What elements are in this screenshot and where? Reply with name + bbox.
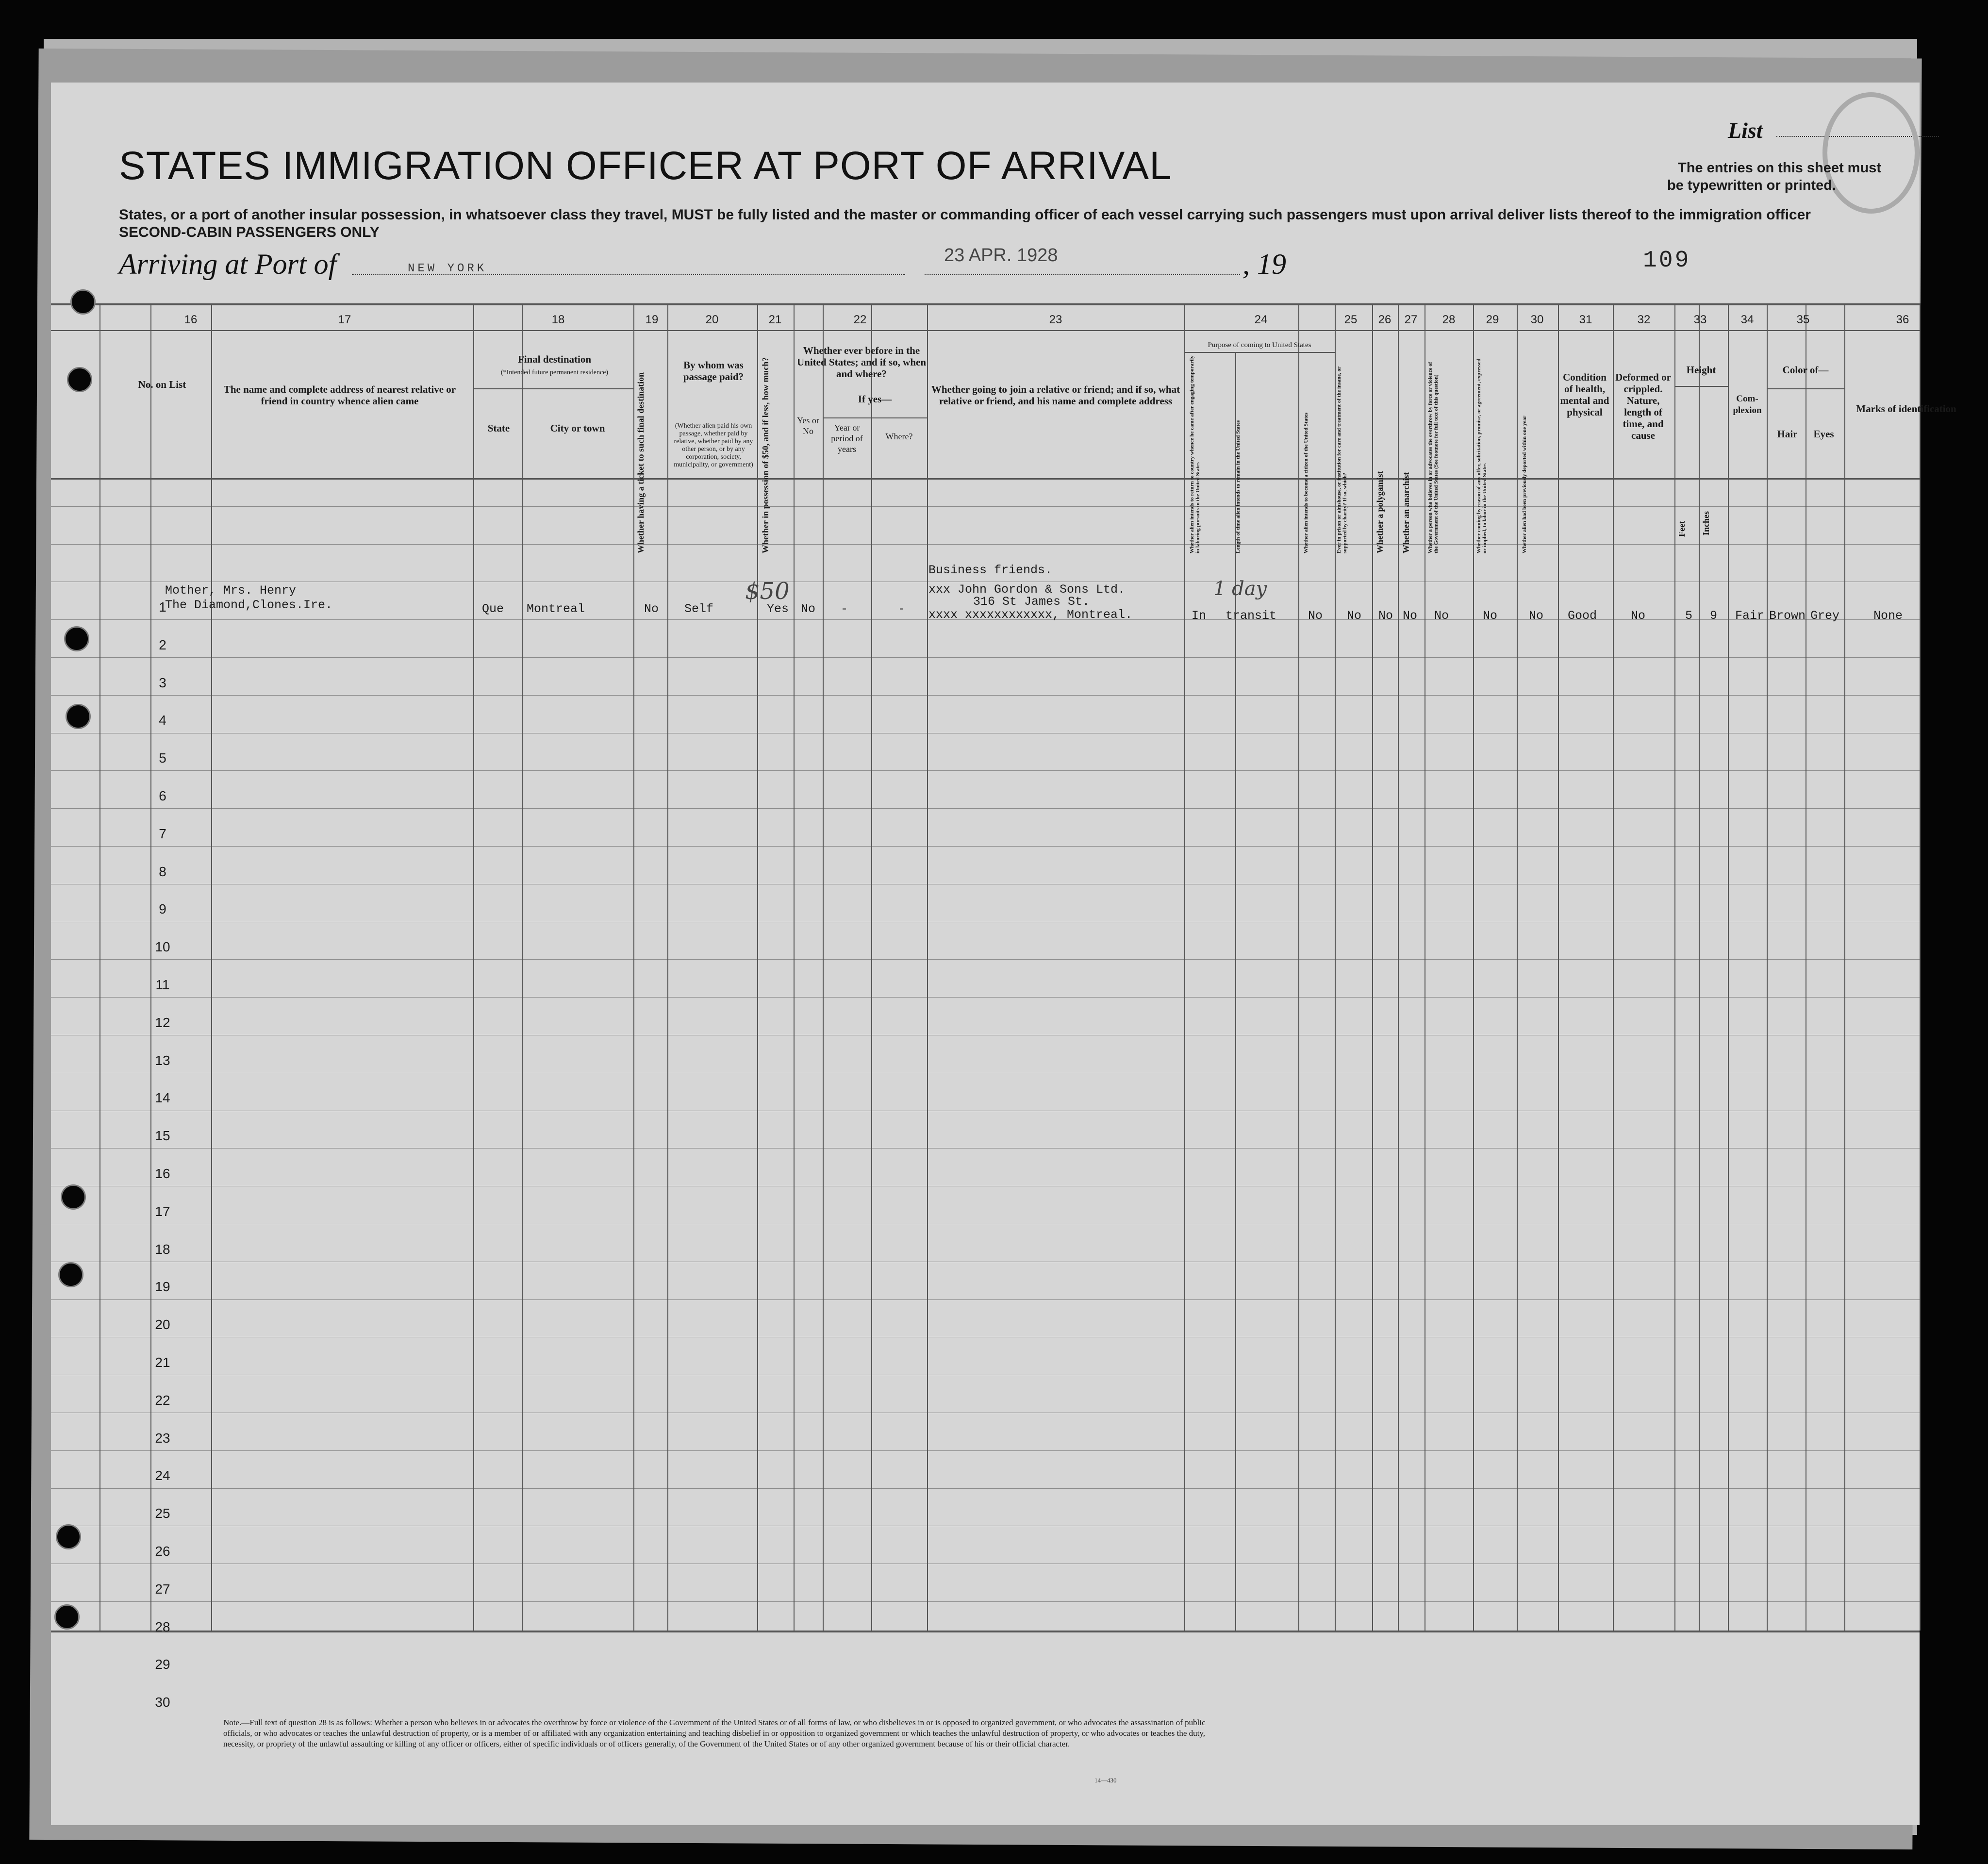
header-eyes: Eyes — [1813, 428, 1834, 440]
instructions — [119, 206, 1811, 241]
row-number: 27 — [155, 1581, 170, 1597]
manifest-sheet — [51, 83, 1956, 1825]
row-number: 9 — [159, 901, 166, 917]
header-deformed: Deformed or crippled. Nature, length of time, and cause — [1615, 371, 1671, 441]
row-rule — [51, 1450, 1920, 1451]
column-rule — [211, 303, 212, 1631]
marks: None — [1873, 609, 1903, 623]
header-question-29: Whether coming by reason of any offer, solicitation, promise, or agreement, expressed or implied, to labor in the United States — [1476, 358, 1488, 553]
header-deported: Whether alien had been previously deported within one year — [1522, 416, 1527, 553]
dest-state: Que — [482, 602, 504, 616]
header-inches: Inches — [1701, 511, 1711, 535]
height-inches: 9 — [1710, 609, 1718, 623]
column-rule — [823, 303, 824, 1631]
header-final-destination: Final destination — [517, 353, 592, 365]
header-passage-paid: By whom was passage paid? — [683, 359, 744, 383]
list-number-handwritten — [1822, 92, 1920, 214]
row-number: 2 — [159, 637, 166, 652]
subheader-rule — [473, 388, 633, 389]
row-number: 11 — [155, 977, 170, 992]
height-feet: 5 — [1685, 609, 1693, 623]
column-number: 18 — [551, 313, 565, 326]
money-handwritten: $50 — [745, 578, 790, 605]
subheader-rule — [1674, 386, 1728, 387]
column-rule — [1184, 303, 1185, 1631]
column-rule — [1398, 303, 1399, 1631]
column-number: 24 — [1254, 313, 1268, 326]
hair: Brown — [1769, 609, 1806, 623]
row-number: 26 — [155, 1544, 170, 1559]
row-rule — [51, 506, 1920, 507]
row-rule — [51, 1488, 1920, 1489]
binder-hole — [64, 626, 89, 651]
before-us: No — [801, 602, 816, 616]
row-number: 30 — [155, 1695, 170, 1710]
list-note-line1: The entries on this sheet must — [1678, 160, 1881, 176]
citizen: No — [1308, 609, 1323, 623]
column-rule — [1728, 303, 1729, 1631]
row-number: 6 — [159, 788, 166, 803]
list-note — [1667, 159, 1881, 194]
row-number: 5 — [159, 750, 166, 766]
header-year-period: Year or period of years — [831, 423, 863, 454]
row-number: 13 — [155, 1052, 170, 1068]
header-before-yes-no: Yes or No — [797, 416, 819, 436]
row-number: 28 — [155, 1619, 170, 1634]
date-stamp: 23 APR. 1928 — [944, 245, 1058, 266]
column-rule — [522, 303, 523, 1631]
column-number: 30 — [1530, 313, 1544, 326]
column-rule — [1298, 303, 1299, 1631]
column-rule — [1674, 303, 1675, 1631]
header-health: Condition of health, mental and physical — [1560, 371, 1609, 418]
page-title: STATES IMMIGRATION OFFICER AT PORT OF ARRIVAL — [119, 144, 1172, 188]
column-rule — [1335, 303, 1336, 1631]
join-line3: 316 St James St. — [973, 595, 1090, 609]
header-relative: The name and complete address of nearest relative or friend in country whence alien came — [223, 383, 456, 407]
complexion: Fair — [1735, 609, 1765, 623]
binder-hole — [66, 704, 91, 729]
column-number: 33 — [1693, 313, 1707, 326]
instruction-class: SECOND-CABIN PASSENGERS ONLY — [119, 224, 380, 240]
column-rule — [667, 303, 668, 1631]
row-number: 8 — [159, 864, 166, 879]
money-typed: Yes — [767, 602, 789, 616]
subheader-rule — [1184, 352, 1335, 353]
column-rule — [1558, 303, 1559, 1631]
row-number: 3 — [159, 675, 166, 690]
column-number: 19 — [645, 313, 659, 326]
row-number: 21 — [155, 1355, 170, 1370]
row-rule — [51, 808, 1920, 809]
subheader-rule — [1767, 388, 1844, 389]
header-purpose: Purpose of coming to United States — [1208, 341, 1311, 349]
column-rule — [871, 303, 872, 1631]
port-name: NEW YORK — [408, 262, 487, 275]
column-rule — [99, 303, 100, 1631]
header-if-yes: If yes— — [858, 393, 892, 405]
row-rule — [51, 544, 1920, 545]
column-rule — [473, 303, 474, 1631]
arriving-label: Arriving at Port of — [119, 248, 337, 280]
column-rule — [1767, 303, 1768, 1631]
row-rule — [51, 1601, 1920, 1602]
date-line — [925, 274, 1240, 275]
relative-line2: The Diamond,Clones.Ire. — [165, 598, 333, 612]
page-number: 109 — [1643, 248, 1691, 274]
row-number: 19 — [155, 1279, 170, 1295]
header-hair: Hair — [1777, 428, 1798, 440]
binder-hole — [56, 1524, 81, 1549]
column-number: 17 — [338, 313, 351, 326]
header-return-country: Whether alien intends to return to country whence he came after engaging temporarily in laboring pursuits in the United States — [1189, 355, 1201, 553]
column-rule — [1844, 303, 1845, 1631]
column-number: 27 — [1404, 313, 1418, 326]
header-passage-paid-sub: (Whether alien paid his own passage, whether paid by relative, whether paid by any other person, or by any corporation, society, municipality, or government) — [674, 422, 753, 468]
column-number: 28 — [1442, 313, 1456, 326]
column-rule — [1920, 303, 1921, 1631]
instruction-line: States, or a port of another insular possession, in whatsoever class they travel, MUST be fully listed and the master or commanding officer of each vessel carrying such passengers must upon arrival deliver lists thereof to the immigration officer — [119, 207, 1811, 223]
column-number: 32 — [1637, 313, 1651, 326]
binder-hole — [70, 289, 96, 315]
header-color: Color of— — [1782, 364, 1829, 376]
list-label: List — [1728, 118, 1763, 143]
row-number: 25 — [155, 1506, 170, 1521]
deported: No — [1529, 609, 1544, 623]
header-prison: Ever in prison or almshouse, or institution for care and treatment of the insane, or supported by charity? If so, which? — [1336, 366, 1348, 553]
row-number: 12 — [155, 1015, 170, 1030]
row-number: 23 — [155, 1430, 170, 1446]
subheader-rule — [823, 417, 927, 418]
binder-hole — [61, 1184, 86, 1210]
dest-city: Montreal — [527, 602, 585, 616]
eyes: Grey — [1810, 609, 1840, 623]
header-join-relative: Whether going to join a relative or friend; and if so, what relative or friend, and his name and complete address — [931, 383, 1180, 407]
column-number: 29 — [1486, 313, 1499, 326]
row-rule — [51, 695, 1920, 696]
header-bottom-rule — [51, 478, 1920, 480]
row-rule — [51, 997, 1920, 998]
ticket: No — [644, 602, 659, 616]
column-rule — [927, 303, 928, 1631]
column-number: 34 — [1740, 313, 1754, 326]
question-29: No — [1483, 609, 1498, 623]
row-number: 18 — [155, 1241, 170, 1257]
row-number: 16 — [155, 1166, 170, 1181]
before-where: - — [898, 602, 906, 616]
row-number: 4 — [159, 713, 166, 728]
row-number: 7 — [159, 826, 166, 841]
join-line4: xxxx xxxxxxxxxxxx, Montreal. — [928, 608, 1133, 622]
column-rule — [1699, 303, 1700, 1631]
column-number: 25 — [1344, 313, 1358, 326]
column-rule — [794, 303, 795, 1631]
header-anarchist: Whether an anarchist — [1401, 472, 1411, 553]
row-number: 15 — [155, 1128, 170, 1144]
deformed: No — [1631, 609, 1646, 623]
header-question-28: Whether a person who believes in or advocates the overthrow by force or violence of the Government of the United States (See footnote for full text of this question) — [1427, 362, 1439, 553]
column-number: 35 — [1796, 313, 1810, 326]
row-number: 29 — [155, 1657, 170, 1672]
header-before-in-us: Whether ever before in the United States; and if so, when and where? — [796, 345, 927, 380]
join-line2: xxx John Gordon & Sons Ltd. — [928, 582, 1126, 597]
row-number: 24 — [155, 1468, 170, 1483]
row-number: 20 — [155, 1317, 170, 1332]
year-prefix: , 19 — [1242, 248, 1286, 280]
polygamist: No — [1378, 609, 1393, 623]
row-number: 10 — [155, 939, 170, 955]
row-rule — [51, 657, 1920, 658]
binder-hole — [67, 367, 92, 392]
form-number: 14—430 — [1094, 1777, 1117, 1784]
header-ticket: Whether having a ticket to such final destination — [636, 372, 646, 553]
header-state: State — [487, 422, 510, 434]
column-rule — [633, 303, 634, 1631]
question-28: No — [1434, 609, 1449, 623]
health: Good — [1568, 609, 1597, 623]
paid-by: Self — [684, 602, 714, 616]
header-polygamist: Whether a polygamist — [1375, 471, 1385, 553]
header-no-on-list: No. on List — [138, 379, 186, 390]
header-where: Where? — [885, 432, 913, 441]
table-bottom-rule — [51, 1631, 1920, 1632]
row-rule — [51, 770, 1920, 771]
anarchist: No — [1403, 609, 1418, 623]
column-rule — [757, 303, 758, 1631]
header-final-destination-sub: (*Intended future permanent residence) — [500, 369, 609, 376]
row-rule — [51, 959, 1920, 960]
length-handwritten: 1 day — [1213, 578, 1267, 600]
row-rule — [51, 846, 1920, 847]
footnote: Note.—Full text of question 28 is as follows: Whether a person who believes in or advocates the overthrow by force or violence of the Government of the United States or of all forms of law, or who disbelieves in or is opposed to organized government, or who advocates the assassination of public officials, or who advocates or teaches the unlawful destruction of property, or is a member of or affiliated with any organization entertaining and teaching disbelief in or opposition to organized government or which teaches the unlawful destruction of property, or who advocates or teaches the duty, necessity, or propriety of the unlawful assaulting or killing of any officer or officers, either of specific individuals or of officers generally, of the Government of the United States or of any other organized government because of his or their official character. — [223, 1718, 1206, 1748]
binder-hole — [58, 1262, 83, 1287]
row-number: 17 — [155, 1203, 170, 1219]
header-feet: Feet — [1677, 521, 1687, 537]
row-number: 14 — [155, 1090, 170, 1106]
row-rule — [51, 1299, 1920, 1300]
header-height: Height — [1686, 364, 1716, 376]
row-number: 1 — [159, 599, 166, 615]
header-complexion: Com-plexion — [1733, 394, 1762, 416]
column-number-rule — [51, 330, 1920, 331]
before-year: - — [841, 602, 848, 616]
column-number: 20 — [705, 313, 719, 326]
column-number: 31 — [1579, 313, 1592, 326]
relative-line1: Mother, Mrs. Henry — [165, 583, 297, 598]
join-line1: Business friends. — [928, 563, 1053, 577]
column-number: 16 — [184, 313, 198, 326]
prison: No — [1347, 609, 1362, 623]
header-become-citizen: Whether alien intends to become a citizen of the United States — [1303, 412, 1309, 553]
header-marks: Marks of identification — [1856, 403, 1956, 415]
column-number: 21 — [768, 313, 782, 326]
column-rule — [1613, 303, 1614, 1631]
purpose: In — [1192, 609, 1207, 623]
length-typed: transit — [1226, 609, 1277, 623]
header-fifty-dollars: Whether in possession of $50, and if less, how much? — [761, 357, 770, 553]
list-note-line2: be typewritten or printed. — [1667, 178, 1837, 193]
binder-hole — [54, 1604, 80, 1630]
row-number: 22 — [155, 1392, 170, 1408]
column-number: 23 — [1049, 313, 1062, 326]
header-length-of-stay: Length of time alien intends to remain in the United States — [1235, 420, 1241, 553]
column-number: 36 — [1896, 313, 1909, 326]
table-top-rule — [51, 303, 1920, 305]
column-number: 22 — [853, 313, 867, 326]
header-city: City or town — [550, 422, 605, 434]
column-rule — [1517, 303, 1518, 1631]
column-rule — [1473, 303, 1474, 1631]
column-number: 26 — [1378, 313, 1392, 326]
column-rule — [1372, 303, 1373, 1631]
